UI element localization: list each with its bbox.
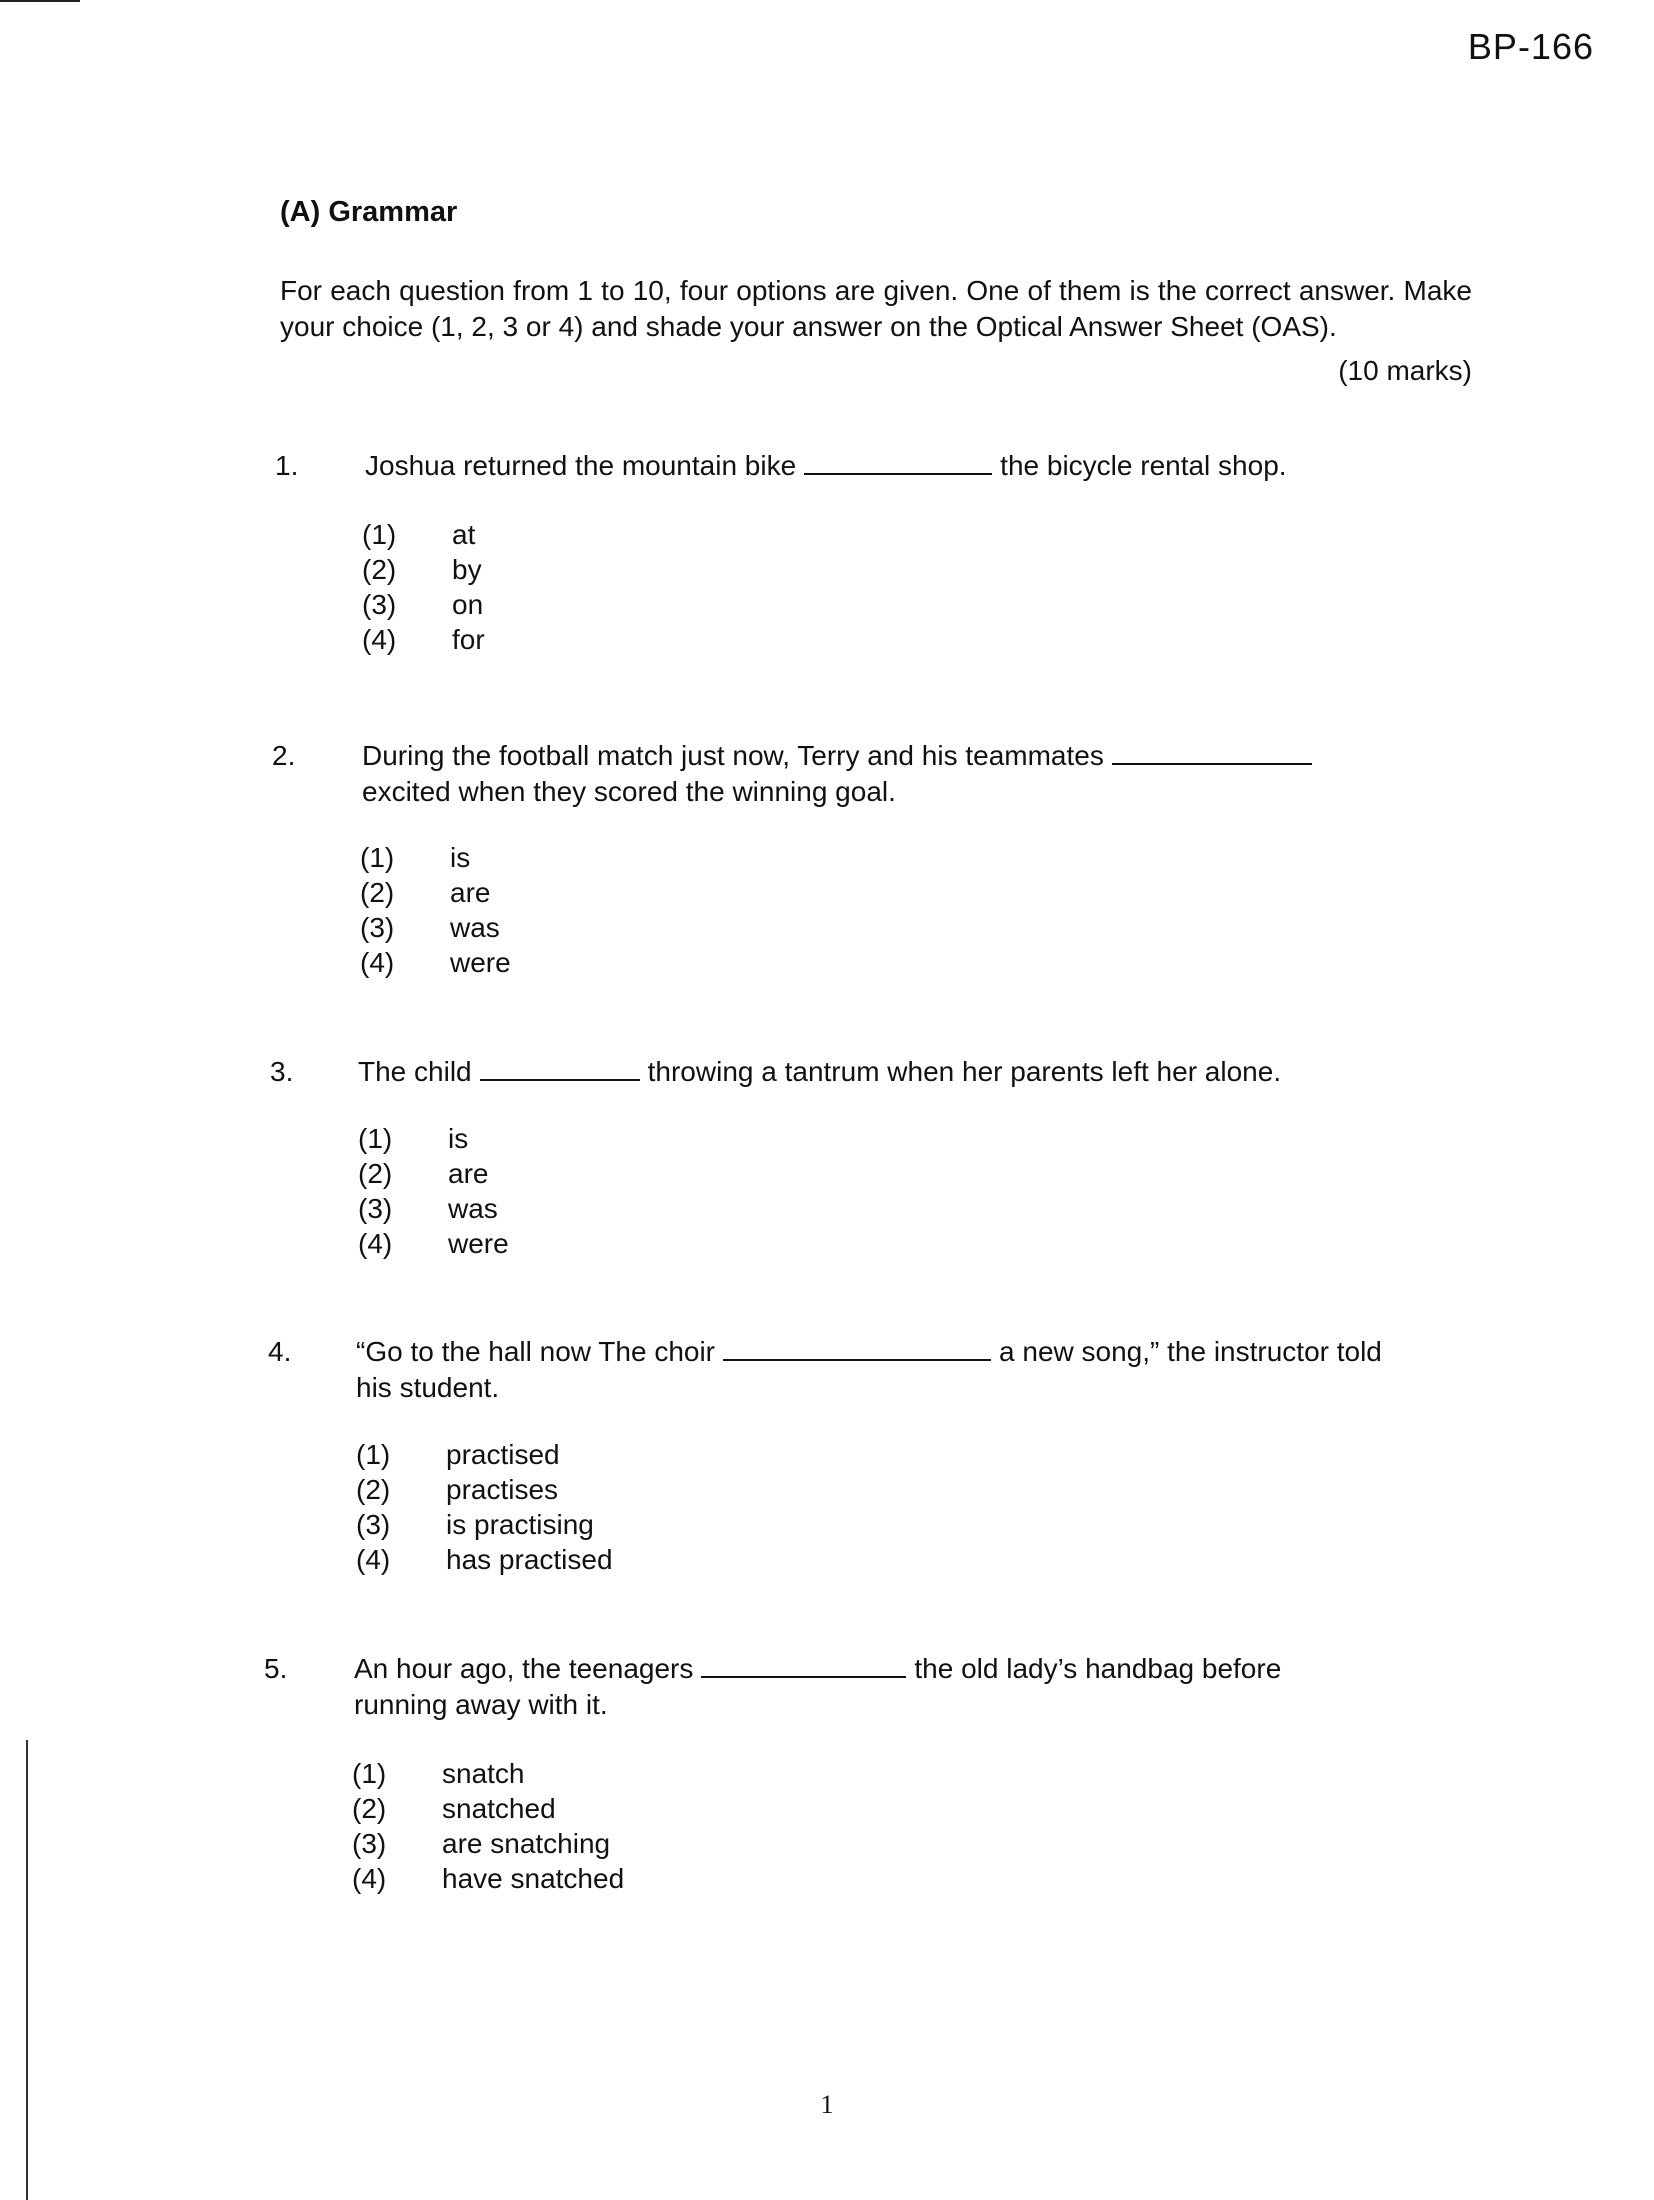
option-text: were [448,1228,509,1259]
option-number: (2) [356,1474,391,1505]
question-number: 2. [272,740,296,771]
option-text: snatch [442,1758,525,1789]
question-text [358,1054,1438,1090]
option-text: by [452,554,482,585]
option [362,517,485,552]
question-text-after: a new song,” the instructor told his student. [356,1336,1382,1403]
question-text-after: excited when they scored the winning goal. [362,776,896,807]
option-number: (1) [352,1758,387,1789]
option-text: was [448,1193,498,1224]
option [356,1472,613,1507]
option [352,1826,624,1861]
option [352,1791,624,1826]
option-number: (1) [362,519,397,550]
option [362,552,485,587]
option-text: practises [446,1474,559,1505]
option-text: are [448,1158,489,1189]
option [362,587,485,622]
question-text-after: the old lady’s handbag before running away with it. [354,1653,1282,1720]
question-text-before: “Go to the hall now The choir [356,1336,716,1367]
option [352,1756,624,1791]
answer-blank [723,1337,991,1361]
scan-edge-line [26,1740,28,2200]
scan-edge-line [0,0,80,2]
options-q1 [362,517,485,657]
question-text [365,448,1445,484]
question-text-before: An hour ago, the teenagers [354,1653,694,1684]
option-text: snatched [442,1793,556,1824]
option-number: (3) [356,1509,391,1540]
option [360,875,511,910]
page-number: 1 [820,2090,834,2119]
option-text: for [452,624,485,655]
option-number: (2) [358,1158,393,1189]
option-number: (2) [360,877,395,908]
option [360,910,511,945]
paper-code: BP-166 [1467,26,1594,67]
option-number: (3) [360,912,395,943]
option [358,1226,509,1261]
option-number: (2) [352,1793,387,1824]
section-title: (A) Grammar [280,196,458,228]
option-number: (1) [356,1439,391,1470]
question-text-after: the bicycle rental shop. [1000,450,1287,481]
option-text: on [452,589,484,620]
option [352,1861,624,1896]
answer-blank [804,451,992,475]
question-text-after: throwing a tantrum when her parents left her alone. [647,1056,1282,1087]
option-text: is practising [446,1509,594,1540]
options-q5 [352,1756,624,1896]
option-number: (1) [360,842,395,873]
option-text: were [450,947,511,978]
question-number: 5. [264,1653,288,1684]
option-number: (2) [362,554,397,585]
option-text: are [450,877,491,908]
option [356,1507,613,1542]
option-number: (4) [362,624,397,655]
option [356,1542,613,1577]
option-text: has practised [446,1544,613,1575]
question-text [362,738,1392,810]
option-text: is [450,842,471,873]
question-text-before: The child [358,1056,472,1087]
option [360,840,511,875]
answer-blank [701,1654,906,1678]
question-number: 4. [268,1336,292,1367]
option-number: (4) [356,1544,391,1575]
option [358,1191,509,1226]
marks-label: (10 marks) [1338,355,1472,386]
question-text [356,1334,1416,1406]
question-number: 3. [270,1056,294,1087]
option [358,1156,509,1191]
option [362,622,485,657]
option-number: (1) [358,1123,393,1154]
option-number: (3) [362,589,397,620]
option-text: practised [446,1439,560,1470]
question-text [354,1651,1364,1723]
question-text-before: During the football match just now, Terry and his teammates [362,740,1104,771]
instructions [280,273,1472,386]
answer-blank [480,1057,640,1081]
option-number: (3) [358,1193,393,1224]
options-q2 [360,840,511,980]
options-q4 [356,1437,613,1577]
answer-blank [1112,741,1312,765]
option-text: have snatched [442,1863,625,1894]
option-number: (4) [358,1228,393,1259]
option-text: is [448,1123,469,1154]
option-text: at [452,519,476,550]
option [356,1437,613,1472]
instructions-text: For each question from 1 to 10, four options are given. One of them is the correct answer. Make your choice (1, 2, 3 or 4) and shade your answer on the Optical Answer Sheet (OAS). [280,275,1472,342]
option-text: was [450,912,500,943]
option-number: (4) [360,947,395,978]
question-text-before: Joshua returned the mountain bike [365,450,797,481]
option [360,945,511,980]
question-number: 1. [275,450,299,481]
option-text: are snatching [442,1828,611,1859]
options-q3 [358,1121,509,1261]
option-number: (3) [352,1828,387,1859]
option-number: (4) [352,1863,387,1894]
option [358,1121,509,1156]
